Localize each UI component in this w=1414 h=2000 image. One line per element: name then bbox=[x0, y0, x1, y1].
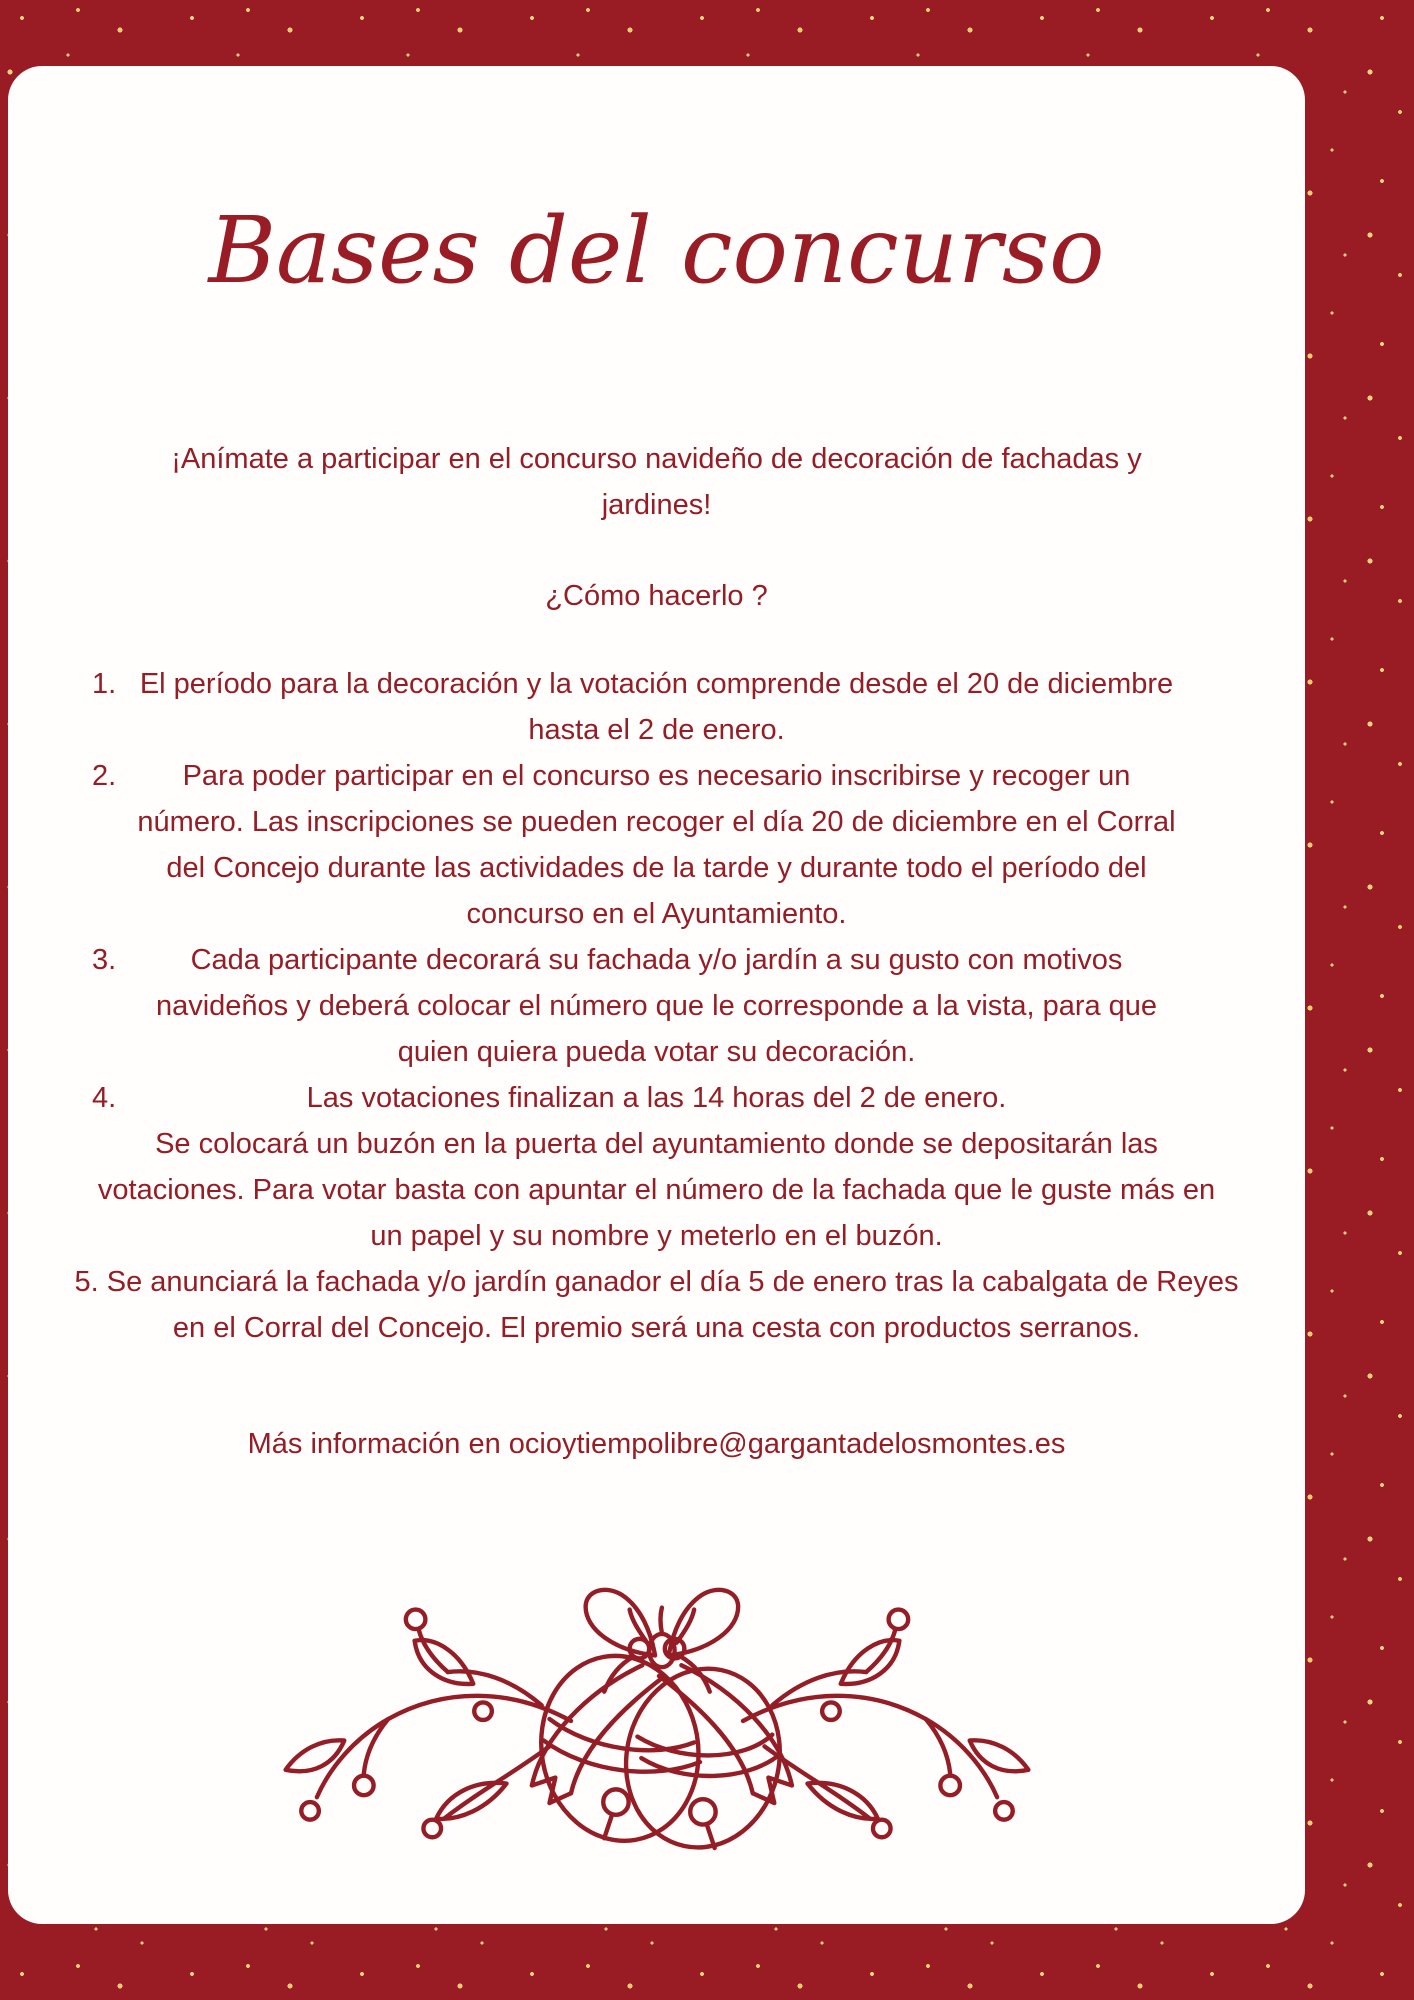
page-title: Bases del concurso bbox=[208, 197, 1105, 304]
rule-number-2: 2. bbox=[92, 760, 117, 792]
bell-right bbox=[609, 1654, 796, 1856]
intro-text: ¡Anímate a participar en el concurso navideño de decoración de fachadas y jardines! bbox=[171, 443, 1142, 521]
card-content bbox=[8, 196, 1305, 1856]
contact-info-text: Más información en ocioytiempolibre@gargantadelosmontes.es bbox=[247, 1428, 1066, 1460]
contest-card bbox=[8, 66, 1305, 1924]
rule-item-4 bbox=[64, 1075, 1249, 1121]
rule-text-2: Para poder participar en el concurso es necesario inscribirse y recoger un número. Las inscripciones se pueden recoger el día 20 de diciembre en el Corral del Concejo durante las actividades de la tarde y durante todo el período del concurso en el Ayuntamiento. bbox=[137, 760, 1176, 930]
jingle-bells-ornament bbox=[227, 1582, 1087, 1856]
rule-number-3: 3. bbox=[92, 944, 117, 976]
rule-text-3: Cada participante decorará su fachada y/o jardín a su gusto con motivos navideños y deberá colocar el número que le corresponde a la vista, para que quien quiera pueda votar su decoración. bbox=[155, 944, 1158, 1068]
rule-number-1: 1. bbox=[92, 668, 117, 700]
rule-number-4: 4. bbox=[92, 1082, 117, 1114]
rule-text-1: El período para la decoración y la votación comprende desde el 20 de diciembre hasta el 2 de enero. bbox=[139, 668, 1174, 746]
rules-list bbox=[64, 661, 1249, 1351]
rule-item-1 bbox=[64, 661, 1249, 753]
branch-left bbox=[285, 1610, 649, 1838]
rule-text-5: 5. Se anunciará la fachada y/o jardín ganador el día 5 de enero tras la cabalgata de Reyes en el Corral del Concejo. El premio será una cesta con productos serranos. bbox=[74, 1266, 1239, 1344]
voting-note-text: Se colocará un buzón en la puerta del ayuntamiento donde se depositarán las votaciones. Para votar basta con apuntar el número de la fachada que le guste más en un papel y su nombre y meterlo en el buzón. bbox=[97, 1128, 1216, 1252]
branch-right bbox=[664, 1610, 1028, 1838]
rule-item-3 bbox=[64, 937, 1249, 1075]
how-to-question: ¿Cómo hacerlo ? bbox=[545, 580, 768, 612]
rule-item-2 bbox=[64, 753, 1249, 937]
rule-text-4: Las votaciones finalizan a las 14 horas del 2 de enero. bbox=[306, 1082, 1007, 1114]
